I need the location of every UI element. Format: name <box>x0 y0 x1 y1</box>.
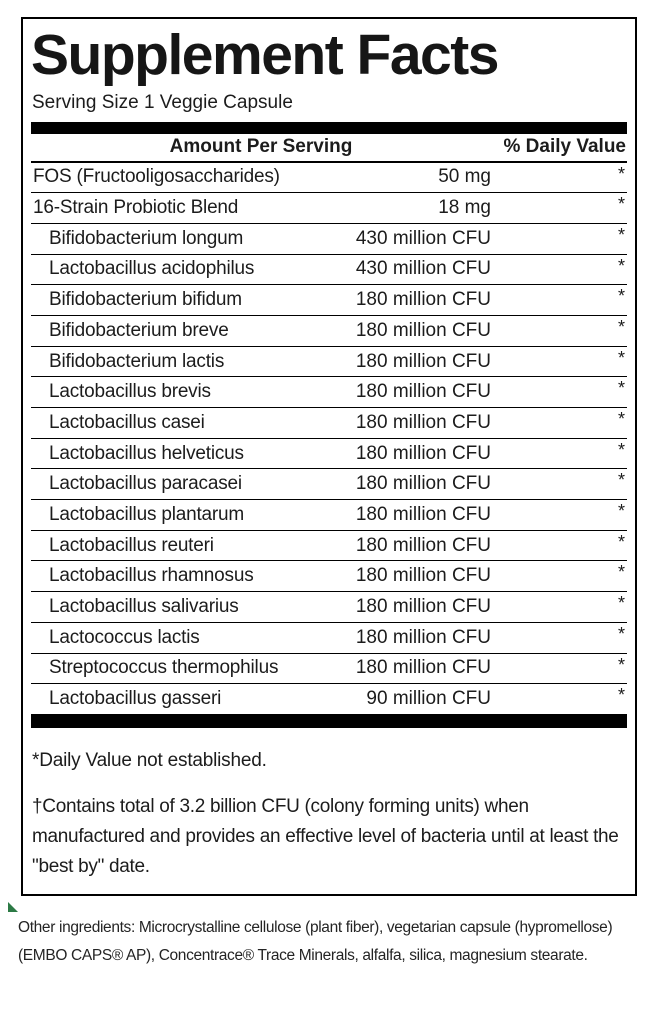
table-header <box>31 134 627 163</box>
row-ingredient-name: Streptococcus thermophilus <box>49 657 279 679</box>
row-ingredient-name: Lactobacillus salivarius <box>49 596 239 618</box>
row-ingredient-name: Bifidobacterium bifidum <box>49 289 242 311</box>
row-amount: 180 million CFU <box>355 626 491 648</box>
row-amount: 180 million CFU <box>355 534 491 556</box>
row-ingredient-name: FOS (Fructooligosaccharides) <box>33 166 280 188</box>
row-amount: 180 million CFU <box>355 473 491 495</box>
row-daily-value: * <box>617 654 625 675</box>
row-ingredient-name: Lactobacillus gasseri <box>49 688 222 710</box>
table-row <box>31 439 627 470</box>
row-ingredient-name: Lactobacillus acidophilus <box>49 258 255 280</box>
row-amount: 180 million CFU <box>355 319 491 341</box>
row-ingredient-name: 16-Strain Probiotic Blend <box>33 197 239 219</box>
footnotes <box>31 728 627 894</box>
row-daily-value: * <box>617 224 625 245</box>
cfu-footnote-line: "best by" date. <box>32 855 150 877</box>
cfu-footnote-line: †Contains total of 3.2 billion CFU (colony forming units) when <box>32 795 529 817</box>
row-daily-value: * <box>617 286 625 307</box>
row-ingredient-name: Bifidobacterium breve <box>49 319 229 341</box>
table-row <box>31 623 627 654</box>
row-daily-value: * <box>617 347 625 368</box>
row-ingredient-name: Lactococcus lactis <box>49 626 200 648</box>
row-daily-value: * <box>617 194 625 215</box>
table-row <box>31 500 627 531</box>
row-ingredient-name: Bifidobacterium longum <box>49 227 244 249</box>
row-daily-value: * <box>617 685 625 706</box>
table-row <box>31 592 627 623</box>
row-daily-value: * <box>617 562 625 583</box>
panel-title: Supplement Facts <box>31 23 498 87</box>
row-daily-value: * <box>617 163 625 184</box>
table-row <box>31 193 627 224</box>
row-daily-value: * <box>617 439 625 460</box>
table-row <box>31 285 627 316</box>
cfu-footnote <box>32 792 627 882</box>
row-amount: 180 million CFU <box>355 381 491 403</box>
table-row <box>31 684 627 715</box>
other-ingredients <box>18 914 656 969</box>
row-ingredient-name: Lactobacillus paracasei <box>49 473 242 495</box>
row-ingredient-name: Lactobacillus plantarum <box>49 503 245 525</box>
table-row <box>31 469 627 500</box>
row-daily-value: * <box>617 623 625 644</box>
table-row <box>31 654 627 685</box>
row-amount: 430 million CFU <box>355 227 491 249</box>
table-row <box>31 255 627 286</box>
cfu-footnote-line: manufactured and provides an effective level of bacteria until at least the <box>32 825 619 847</box>
row-amount: 430 million CFU <box>355 258 491 280</box>
row-amount: 180 million CFU <box>355 596 491 618</box>
thick-divider-top <box>31 122 627 134</box>
row-ingredient-name: Bifidobacterium lactis <box>49 350 225 372</box>
daily-value-footnote: *Daily Value not established. <box>32 749 267 771</box>
row-daily-value: * <box>617 531 625 552</box>
row-ingredient-name: Lactobacillus helveticus <box>49 442 244 464</box>
table-row <box>31 408 627 439</box>
thick-divider-bottom <box>31 715 627 728</box>
serving-size: Serving Size 1 Veggie Capsule <box>32 91 293 113</box>
amount-per-serving-header: Amount Per Serving <box>169 136 353 158</box>
table-row <box>31 224 627 255</box>
row-ingredient-name: Lactobacillus casei <box>49 411 205 433</box>
row-amount: 180 million CFU <box>355 657 491 679</box>
table-row <box>31 316 627 347</box>
row-daily-value: * <box>617 470 625 491</box>
row-ingredient-name: Lactobacillus brevis <box>49 381 211 403</box>
row-amount: 18 mg <box>438 197 491 219</box>
row-daily-value: * <box>617 501 625 522</box>
row-amount: 50 mg <box>438 166 491 188</box>
facts-rows <box>31 163 627 715</box>
row-amount: 180 million CFU <box>355 289 491 311</box>
row-amount: 90 million CFU <box>366 688 491 710</box>
other-ingredients-line: Other ingredients: Microcrystalline cellulose (plant fiber), vegetarian capsule (hypromellose) <box>18 919 613 936</box>
table-row <box>31 561 627 592</box>
row-amount: 180 million CFU <box>355 411 491 433</box>
row-amount: 180 million CFU <box>355 503 491 525</box>
table-row <box>31 531 627 562</box>
row-amount: 180 million CFU <box>355 350 491 372</box>
row-amount: 180 million CFU <box>355 442 491 464</box>
row-daily-value: * <box>617 378 625 399</box>
other-ingredients-line: (EMBO CAPS® AP), Concentrace® Trace Minerals, alfalfa, silica, magnesium stearate. <box>18 946 588 964</box>
supplement-facts-panel <box>21 17 637 896</box>
table-row <box>31 377 627 408</box>
row-amount: 180 million CFU <box>355 565 491 587</box>
corner-cursor-artifact <box>8 902 18 912</box>
row-daily-value: * <box>617 316 625 337</box>
table-row <box>31 347 627 378</box>
row-daily-value: * <box>617 409 625 430</box>
daily-value-header: % Daily Value <box>503 136 626 158</box>
row-daily-value: * <box>617 593 625 614</box>
table-row <box>31 163 627 194</box>
row-ingredient-name: Lactobacillus rhamnosus <box>49 565 254 587</box>
row-ingredient-name: Lactobacillus reuteri <box>49 534 214 556</box>
row-daily-value: * <box>617 255 625 276</box>
